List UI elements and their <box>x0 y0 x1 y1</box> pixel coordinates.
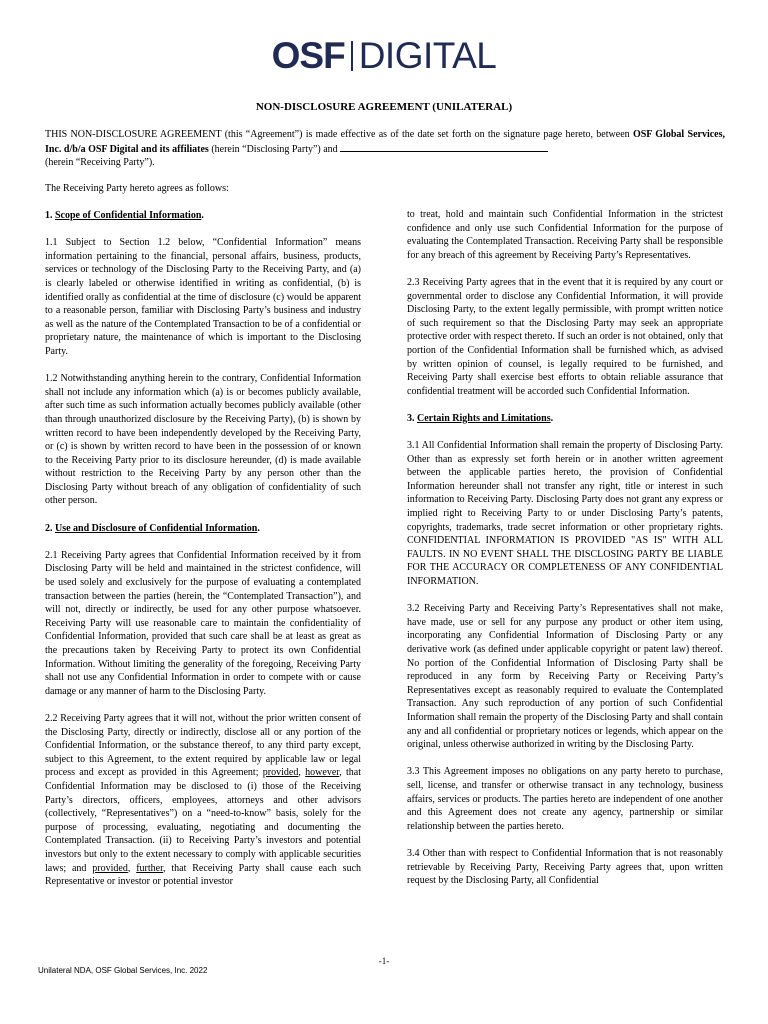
paragraph-2-2: 2.2 Receiving Party agrees that it will not, without the prior written consent of the Disclosing Party, directly or indirectly, disclose all or any portion of the Confidential Information, or the substance thereof, to any third party except, subject to this Agreement, to the extent required by applicable law or legal process and except as provided in this Agreement; provided, however, that Confidential Information may be disclosed to (i) those of the Receiving Party’s directors, officers, employees, attorneys and other advisors (collectively, “Representatives”) on a “need-to-know” basis, solely for the purpose of processing, evaluating, negotiating and documenting the Contemplated Transaction. (ii) to Receiving Party’s investors and potential investors but only to the extent necessary to comply with applicable securities laws; and provided, further, that Receiving Party shall cause each such Representative or investor or potential investor <box>45 712 362 888</box>
document-title: NON-DISCLOSURE AGREEMENT (UNILATERAL) <box>255 101 513 113</box>
logo-digital-text: DIGITAL <box>358 35 497 76</box>
agrees-as-follows: The Receiving Party hereto agrees as follows: <box>45 183 229 194</box>
logo-divider <box>351 41 353 71</box>
page-footer: Unilateral NDA, OSF Global Services, Inc. 2022 <box>38 966 208 975</box>
intro-text-2: (herein “Disclosing Party”) and <box>208 143 341 155</box>
section-3-title: Certain Rights and Limitations <box>417 412 551 424</box>
right-column <box>407 208 723 901</box>
intro-disclosing-party: OSF Global Services, Inc. d/b/a OSF Digital and its affiliates <box>45 129 725 155</box>
page-number: -1- <box>378 956 390 966</box>
osf-digital-logo <box>0 35 768 76</box>
section-3-heading: 3. Certain Rights and Limitations. <box>407 412 554 424</box>
receiving-party-blank-line <box>340 142 548 152</box>
left-column <box>45 209 361 902</box>
paragraph-2-3: 2.3 Receiving Party agrees that in the event that it is required by any court or governmental order to disclose any Confidential Information, it will provide Disclosing Party, to the extent legally permissible, with prompt written notice of such requirement so that the Disclosing Party may seek an appropriate protective order with respect thereto. If such an order is not obtained, only that portion of the Confidential Information shall be furnished which, as advised by written opinion of counsel, is legally required to be furnished, and Receiving Party shall exercise best efforts to obtain reliable assurance that confidential treatment will be accorded such Confidential Information. <box>407 276 723 397</box>
section-2-heading: 2. Use and Disclosure of Confidential Information. <box>45 522 260 534</box>
paragraph-3-1: 3.1 All Confidential Information shall remain the property of Disclosing Party. Other than as expressly set forth herein or in another written agreement between the applicable parties hereto, the provision of Confidential Information hereunder shall not transfer any right, title or interest in such information to Receiving Party. Disclosing Party does not grant any express or implied right to Receiving Party to or under Disclosing Party’s patents, copyrights, trademarks, trade secret information or other proprietary rights. CONFIDENTIAL INFORMATION IS PROVIDED "AS IS" WITH ALL FAULTS. IN NO EVENT SHALL THE DISCLOSING PARTY BE LIABLE FOR THE ACCURACY OR COMPLETENESS OF ANY CONFIDENTIAL INFORMATION. <box>407 440 723 588</box>
intro-paragraph <box>45 128 725 170</box>
section-1-title: Scope of Confidential Information <box>55 210 202 221</box>
paragraph-2-2-continued: to treat, hold and maintain such Confidential Information in the strictest confidence and only use such Confidential Information for the purpose of evaluating the Contemplated Transaction. Receiving Party shall be responsible for any breach of this agreement by Receiving Party’s Representatives. <box>407 209 723 261</box>
logo-osf-text: OSF <box>271 35 345 76</box>
section-1-heading: 1. Scope of Confidential Information. <box>45 210 204 221</box>
intro-text-1: THIS NON-DISCLOSURE AGREEMENT (this “Agreement”) is made effective as of the date set forth on the signature page hereto, between <box>45 129 633 140</box>
paragraph-3-3: 3.3 This Agreement imposes no obligations on any party hereto to purchase, sell, license, and transfer or otherwise transact in any technology, business affairs, services or products. The parties hereto are independent of one another and this Agreement does not create any agency, partnership or similar relationship between the parties hereto. <box>407 766 723 832</box>
section-2-title: Use and Disclosure of Confidential Information <box>55 522 258 534</box>
intro-text-3: (herein “Receiving Party”). <box>45 157 155 169</box>
paragraph-3-4: 3.4 Other than with respect to Confidential Information that is not reasonably retrievable by Receiving Party, Receiving Party agrees that, upon written request by the Disclosing Party, all Confidential <box>407 847 723 887</box>
paragraph-2-1: 2.1 Receiving Party agrees that Confidential Information received by it from Disclosing Party will be held and maintained in the strictest confidence, will be used solely and exclusively for the purpose of evaluating a contemplated transaction between the parties (herein, the “Contemplated Transaction”), and will not, directly or indirectly, be used for any other purpose whatsoever. Receiving Party will use reasonable care to maintain the confidentiality of Confidential Information, provided that such care shall be at least as great as the precautions taken by Receiving Party to protect its own Confidential Information. Without limiting the generality of the foregoing, Receiving Party shall not use any Confidential Information in order to compete with or cause damage or any manner of harm to the Disclosing Party. <box>45 549 361 697</box>
paragraph-3-2: 3.2 Receiving Party and Receiving Party’s Representatives shall not make, have made, use or sell for any purpose any product or other item using, incorporating any Confidential Information of Disclosing Party or any derivative work (as defined under applicable copyright or patent law) thereof. No portion of the Confidential Information of Disclosing Party shall be reproduced in any form by Receiving Party or Receiving Party’s Representatives except as reasonably required to evaluate the Contemplated Transaction. Any such reproduction of any portion of such Confidential Information shall remain the property of the Disclosing Party and shall contain any and all confidential or proprietary notices or legends, which appear on the original, unless otherwise authorized in writing by the Disclosing Party. <box>407 603 723 751</box>
paragraph-1-1: 1.1 Subject to Section 1.2 below, “Confidential Information” means information pertaining to the financial, personal affairs, business, products, services or technology of the Disclosing Party to the Receiving Party, and (a) is clearly labeled or otherwise identified in writing as confidential, (b) is identified orally as confidential at the time of disclosure (c) would be apparent to a reasonable person, familiar with Disclosing Party’s business and industry as well as the nature of the Contemplated Transaction to be of a confidential or proprietary nature, the maintenance of which is important to the Disclosing Party. <box>45 237 361 357</box>
paragraph-1-2: 1.2 Notwithstanding anything herein to the contrary, Confidential Information shall not include any information which (a) is or becomes publicly available, after such time as such information actually becomes publicly available (other than through unauthorized disclosure by the Receiving Party), (b) is shown by written record to have been independently developed by the Receiving Party, or (c) is shown by written record to have been in the possession of or known to the Receiving Party prior to its disclosure hereunder, (d) is made available without restriction to the Receiving Party by any person other than the Disclosing Party without breach of any obligation of confidentiality of such other person. <box>45 373 361 507</box>
